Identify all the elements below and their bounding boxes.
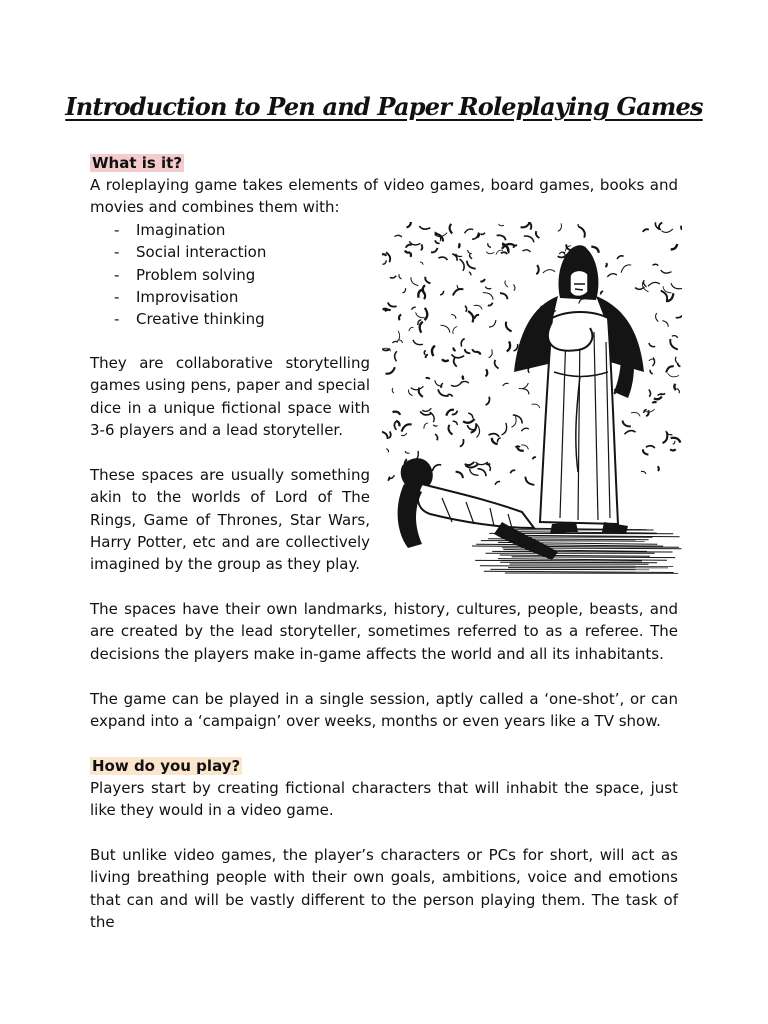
bullet-marker: - [114, 243, 120, 262]
foliage-stroke [403, 288, 406, 293]
foliage-stroke [621, 265, 631, 273]
foliage-stroke [495, 360, 499, 369]
foliage-stroke [432, 346, 435, 356]
ground-hatch [500, 555, 650, 556]
foliage-stroke [398, 340, 402, 343]
foliage-stroke [453, 289, 464, 295]
list-item [90, 219, 370, 241]
foliage-stroke [511, 416, 516, 427]
foliage-stroke [426, 355, 428, 358]
foliage-stroke [406, 245, 412, 248]
foliage-stroke [416, 312, 425, 317]
ground-hatch [492, 551, 672, 552]
foliage-stroke [465, 306, 467, 312]
foliage-stroke [424, 423, 428, 429]
foliage-stroke [382, 254, 386, 256]
foliage-stroke [472, 232, 479, 239]
foliage-stroke [424, 350, 425, 354]
foliage-stroke [521, 428, 528, 431]
foliage-stroke [467, 261, 476, 269]
foliage-stroke [497, 235, 506, 240]
foliage-stroke [635, 287, 644, 289]
foliage-stroke [411, 386, 424, 389]
foliage-stroke [385, 310, 391, 312]
foliage-stroke [499, 224, 505, 226]
foliage-stroke [422, 408, 431, 411]
foliage-stroke [486, 252, 494, 254]
foliage-stroke [523, 250, 531, 252]
list-item [90, 241, 370, 263]
foliage-stroke [388, 303, 397, 307]
foliage-stroke [460, 439, 464, 447]
foliage-stroke [393, 412, 401, 415]
foliage-stroke [453, 327, 457, 335]
foliage-stroke [523, 389, 529, 395]
hooded-figure-icon [382, 222, 682, 578]
foliage-stroke [506, 322, 512, 332]
intro-paragraph: A roleplaying game takes elements of video games, board games, books and movies and combines them with: [90, 176, 678, 217]
foliage-stroke [631, 412, 640, 416]
foliage-stroke [465, 229, 474, 233]
foliage-stroke [605, 263, 607, 267]
ground-hatch [507, 532, 657, 534]
foliage-stroke [502, 423, 507, 435]
foliage-stroke [463, 419, 475, 423]
foliage-stroke [533, 457, 537, 459]
foliage-stroke [661, 291, 667, 301]
foliage-stroke [646, 446, 655, 448]
foliage-stroke [670, 339, 678, 350]
foliage-stroke [425, 277, 430, 284]
section-heading-what-is-it [90, 152, 184, 174]
list-item-label: Imagination [136, 221, 226, 239]
elements-list [90, 219, 370, 330]
foliage-stroke [451, 354, 464, 357]
foliage-stroke [623, 421, 631, 427]
foliage-stroke [423, 285, 425, 294]
foliage-stroke [471, 423, 477, 432]
foliage-stroke [383, 260, 387, 264]
foliage-stroke [514, 285, 515, 291]
foliage-stroke [411, 277, 418, 285]
foliage-stroke [461, 339, 465, 347]
list-item [90, 308, 370, 330]
bullet-marker: - [114, 310, 120, 329]
heading-highlight: What is it? [92, 154, 183, 172]
foliage-stroke [399, 315, 401, 321]
foliage-stroke [670, 449, 676, 450]
foliage-stroke [438, 257, 447, 260]
foliage-stroke [409, 390, 413, 396]
foliage-stroke [433, 425, 437, 426]
foliage-stroke [671, 283, 682, 289]
foliage-stroke [402, 424, 412, 431]
foliage-stroke [472, 349, 478, 352]
foliage-stroke [507, 341, 510, 351]
foliage-stroke [579, 227, 585, 238]
foliage-stroke [650, 370, 653, 374]
foliage-stroke [483, 293, 493, 300]
foliage-stroke [643, 449, 649, 454]
create-characters-paragraph: Players start by creating fictional characters that will inhabit the space, just like they would in a video game. [90, 779, 678, 820]
foliage-stroke [536, 231, 540, 238]
foliage-stroke [458, 243, 459, 248]
foliage-stroke [399, 274, 402, 279]
foliage-stroke [495, 481, 500, 484]
foliage-stroke [450, 224, 453, 234]
foliage-stroke [514, 344, 518, 351]
foliage-stroke [474, 315, 479, 319]
foliage-stroke [421, 245, 423, 251]
foliage-stroke [390, 276, 396, 278]
foliage-stroke [648, 282, 660, 286]
foliage-stroke [673, 441, 675, 445]
foliage-stroke [485, 287, 491, 289]
foliage-stroke [426, 378, 430, 379]
foliage-stroke [468, 413, 473, 419]
foliage-stroke [500, 293, 508, 299]
foliage-stroke [601, 291, 604, 294]
foliage-stroke [644, 280, 647, 287]
foliage-stroke [668, 373, 679, 377]
foliage-stroke [456, 472, 463, 479]
foliage-stroke [656, 313, 659, 322]
foliage-stroke [419, 226, 430, 229]
foliage-stroke [435, 434, 437, 440]
foliage-stroke [513, 415, 522, 424]
list-item-label: Social interaction [136, 243, 267, 262]
foliage-stroke [394, 421, 396, 429]
foliage-stroke [653, 264, 659, 265]
ground-hatch [480, 566, 673, 567]
foliage-stroke [453, 347, 455, 351]
foliage-stroke [452, 411, 458, 415]
foliage-stroke [532, 404, 540, 408]
foliage-stroke [489, 434, 500, 437]
foliage-stroke [543, 270, 555, 273]
foliage-stroke [525, 477, 534, 485]
foliage-stroke [566, 244, 570, 250]
foliage-stroke [677, 389, 680, 394]
foliage-stroke [401, 433, 407, 436]
foliage-stroke [463, 376, 464, 380]
foliage-stroke [394, 235, 401, 237]
foliage-stroke [524, 236, 534, 242]
foliage-stroke [662, 321, 668, 327]
player-characters-paragraph: But unlike video games, the player’s characters or PCs for short, will act as living breathing people with their own goals, ambitions, voice and emotions that can and will be vastly different to the person playing them. The task of the [90, 846, 678, 931]
fictional-worlds-paragraph: These spaces are usually something akin to the worlds of Lord of The Rings, Game of Thrones, Star Wars, Harry Potter, etc and are collectively imagined by the group as they play. [90, 466, 370, 574]
foliage-stroke [654, 397, 662, 400]
foliage-stroke [671, 244, 678, 249]
foliage-stroke [453, 421, 458, 425]
foliage-stroke [649, 390, 651, 397]
foliage-stroke [395, 351, 397, 361]
bullet-marker: - [114, 287, 120, 306]
foliage-stroke [474, 305, 482, 309]
foliage-stroke [672, 336, 678, 338]
list-item [90, 286, 370, 308]
foliage-stroke [438, 389, 449, 396]
foliage-stroke [678, 363, 681, 366]
collaborative-paragraph: They are collaborative storytelling games using pens, paper and special dice in a unique fictional space with 3-6 players and a lead storyteller. [90, 354, 370, 439]
foliage-stroke [486, 369, 488, 376]
ground-hatch [512, 557, 676, 558]
foliage-stroke [478, 469, 487, 476]
foliage-stroke [492, 438, 498, 444]
foliage-stroke [591, 247, 598, 253]
foliage-stroke [521, 445, 528, 449]
foliage-stroke [579, 299, 584, 304]
foliage-stroke [505, 281, 508, 288]
hooded-figure-illustration [382, 222, 682, 578]
foliage-stroke [442, 359, 449, 361]
foliage-stroke [470, 254, 472, 259]
landmarks-paragraph: The spaces have their own landmarks, history, cultures, people, beasts, and are created by the lead storyteller, sometimes referred to as a referee. The decisions the players make in-game affects the world and all its inhabitants. [90, 600, 678, 663]
section-heading-how-to-play [90, 755, 242, 777]
foliage-stroke [435, 240, 440, 243]
foliage-stroke [405, 451, 409, 453]
foliage-stroke [389, 431, 391, 438]
foliage-stroke [625, 431, 636, 435]
heading-highlight: How do you play? [92, 757, 241, 775]
bullet-marker: - [114, 221, 120, 239]
foliage-stroke [460, 259, 465, 271]
foliage-stroke [441, 325, 450, 332]
foliage-stroke [489, 320, 496, 327]
foliage-stroke [420, 322, 423, 333]
session-paragraph: The game can be played in a single session, aptly called a ‘one-shot’, or can expand into a ‘campaign’ over weeks, months or even years like a TV show. [90, 690, 678, 731]
foliage-stroke [420, 262, 423, 265]
foliage-stroke [652, 402, 656, 403]
foliage-stroke [681, 226, 682, 230]
foliage-stroke [480, 279, 485, 282]
foliage-stroke [407, 222, 411, 228]
foliage-stroke [468, 250, 472, 254]
foliage-stroke [536, 265, 538, 274]
foliage-stroke [388, 477, 390, 481]
ground-hatch [498, 559, 667, 561]
foliage-stroke [431, 248, 438, 252]
foliage-stroke [413, 340, 423, 345]
foliage-stroke [425, 308, 428, 320]
list-item-label: Problem solving [136, 265, 256, 284]
foliage-stroke [441, 383, 443, 388]
foliage-stroke [658, 394, 662, 395]
foliage-stroke [449, 425, 453, 435]
foliage-stroke [649, 343, 655, 347]
foliage-stroke [510, 470, 515, 473]
foliage-stroke [386, 367, 395, 374]
foliage-stroke [663, 432, 668, 443]
foliage-stroke [519, 383, 529, 389]
ground-hatch [481, 541, 645, 542]
foliage-stroke [558, 223, 562, 231]
foliage-stroke [454, 358, 457, 367]
foliage-stroke [666, 366, 674, 372]
list-item-label: Creative thinking [136, 310, 265, 329]
standing-figure [514, 245, 644, 534]
foliage-stroke [501, 252, 507, 254]
foliage-stroke [497, 438, 500, 443]
ground-hatch [475, 560, 642, 561]
foliage-stroke [488, 303, 493, 306]
foliage-stroke [470, 469, 479, 475]
foliage-stroke [418, 290, 422, 298]
foliage-stroke [607, 274, 617, 277]
foliage-stroke [481, 233, 485, 235]
foliage-stroke [405, 251, 410, 253]
foliage-stroke [521, 222, 531, 227]
foliage-stroke [662, 229, 673, 233]
foliage-stroke [486, 463, 490, 464]
list-item-label: Improvisation [136, 287, 239, 306]
document-title: Introduction to Pen and Paper Roleplaying Games [65, 92, 703, 121]
foliage-stroke [675, 357, 678, 364]
foliage-stroke [517, 447, 524, 451]
foliage-stroke [646, 410, 649, 416]
foliage-stroke [641, 471, 646, 473]
foliage-stroke [674, 384, 676, 390]
foliage-stroke [465, 349, 471, 353]
foliage-stroke [382, 432, 388, 439]
foliage-stroke [440, 291, 444, 295]
foliage-stroke [671, 438, 681, 443]
foliage-stroke [409, 327, 414, 331]
foliage-stroke [392, 388, 394, 393]
foliage-stroke [489, 349, 493, 357]
foliage-stroke [469, 272, 471, 276]
ground-hatch [500, 562, 657, 563]
foliage-stroke [488, 243, 491, 247]
foliage-stroke [486, 397, 490, 405]
foliage-stroke [412, 307, 416, 310]
foliage-stroke [676, 312, 682, 318]
foliage-stroke [658, 466, 659, 471]
foliage-stroke [661, 270, 672, 273]
foliage-stroke [503, 383, 509, 386]
foliage-stroke [643, 229, 649, 232]
foliage-stroke [468, 311, 473, 322]
foliage-stroke [432, 465, 441, 471]
foliage-stroke [451, 314, 456, 318]
ground-hatch [484, 571, 674, 572]
list-item [90, 264, 370, 286]
foliage-stroke [617, 256, 624, 259]
foliage-stroke [396, 421, 399, 427]
bullet-marker: - [114, 265, 120, 284]
foliage-stroke [386, 449, 388, 453]
